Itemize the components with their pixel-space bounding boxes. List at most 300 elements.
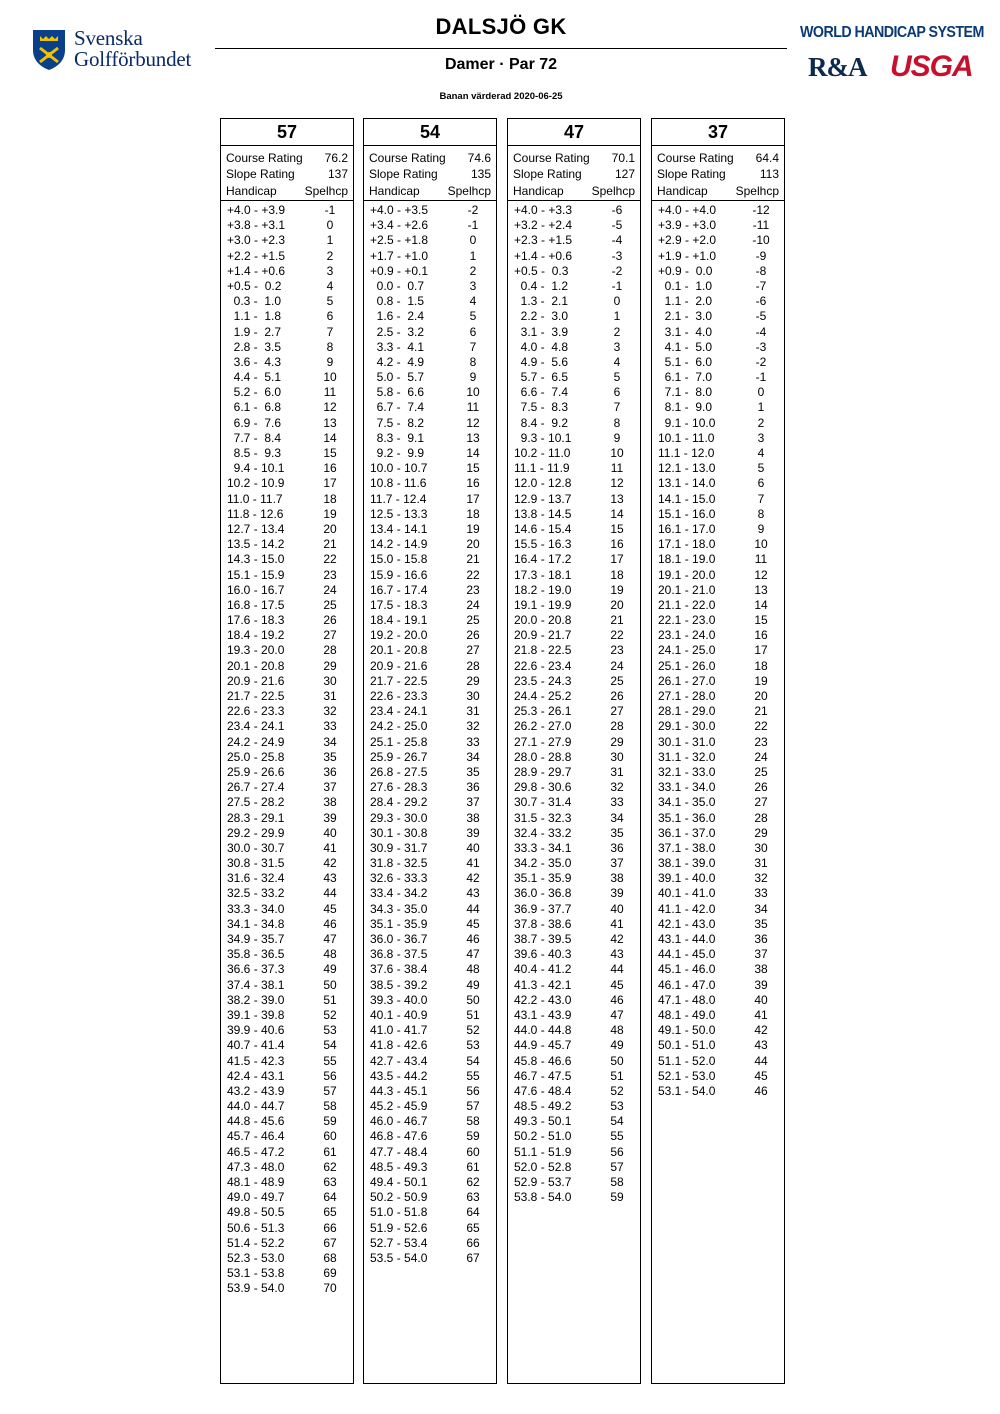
handicap-range: 15.1 - 16.0 [658, 506, 716, 521]
playing-handicap: 58 [323, 1099, 337, 1114]
table-row [370, 1129, 496, 1144]
table-row [514, 355, 640, 370]
playing-handicap: 39 [754, 977, 768, 992]
table-row [370, 1221, 496, 1236]
playing-handicap: 52 [466, 1023, 480, 1038]
playing-handicap: 50 [610, 1053, 624, 1068]
handicap-rows [508, 201, 640, 1205]
table-row [227, 993, 353, 1008]
playing-handicap: 41 [754, 1007, 768, 1022]
table-row [658, 1069, 784, 1084]
playing-handicap: 4 [757, 446, 765, 460]
playing-handicap: 66 [466, 1235, 480, 1250]
playing-handicap: 33 [754, 886, 768, 901]
playing-handicap: 7 [469, 339, 477, 354]
handicap-range: 39.6 - 40.3 [514, 947, 572, 962]
handicap-range: 24.1 - 25.0 [658, 643, 716, 658]
playing-handicap: 19 [466, 521, 480, 536]
playing-handicap: 38 [610, 871, 624, 886]
slope-rating-value: 135 [470, 166, 491, 181]
handicap-range: 30.1 - 30.8 [370, 825, 428, 840]
handicap-range: 3.1 - 4.0 [658, 324, 713, 339]
handicap-range: 24.2 - 25.0 [370, 719, 428, 734]
handicap-range: 44.3 - 45.1 [370, 1083, 428, 1098]
table-row [370, 1069, 496, 1084]
handicap-range: 45.8 - 46.6 [514, 1053, 572, 1068]
table-row [658, 218, 784, 233]
table-row [658, 537, 784, 552]
table-row [370, 1099, 496, 1114]
handicap-range: 7.7 - 8.4 [227, 430, 282, 445]
table-row [514, 659, 640, 674]
table-row [514, 643, 640, 658]
playing-handicap: 6 [757, 476, 765, 491]
table-row [658, 886, 784, 901]
handicap-range: 44.8 - 45.6 [227, 1114, 285, 1129]
playing-handicap: 66 [323, 1220, 337, 1235]
playing-handicap: 38 [323, 795, 337, 810]
handicap-range: 1.3 - 2.1 [514, 294, 569, 309]
table-row [514, 811, 640, 826]
handicap-range: 10.2 - 10.9 [227, 476, 285, 491]
playing-handicap: 5 [757, 461, 765, 476]
table-row [370, 325, 496, 340]
table-row [658, 476, 784, 491]
course-rating-label: Course Rating [226, 151, 303, 165]
handicap-range: 28.1 - 29.0 [658, 704, 716, 719]
handicap-range: 25.3 - 26.1 [514, 704, 572, 719]
table-row [658, 416, 784, 431]
table-row [514, 1114, 640, 1129]
playing-handicap: 6 [326, 309, 334, 324]
handicap-range: 34.1 - 34.8 [227, 916, 285, 931]
handicap-range: 22.1 - 23.0 [658, 613, 716, 628]
table-row [514, 446, 640, 461]
playing-handicap: 30 [610, 749, 624, 764]
playing-handicap: 61 [323, 1144, 337, 1159]
table-row [227, 264, 353, 279]
playing-handicap: 26 [610, 689, 624, 703]
handicap-range: 2.5 - 3.2 [370, 324, 425, 339]
handicap-range: 37.8 - 38.6 [514, 916, 572, 931]
table-row [370, 735, 496, 750]
table-row [227, 492, 353, 507]
handicap-range: 6.1 - 7.0 [658, 370, 713, 385]
playing-handicap: 18 [323, 491, 337, 506]
playing-handicap: 10 [754, 537, 768, 552]
handicap-range: 31.5 - 32.3 [514, 810, 572, 825]
table-row [227, 598, 353, 613]
playing-handicap: 35 [754, 916, 768, 931]
handicap-range: +1.4 - +0.6 [514, 248, 573, 263]
playing-handicap: 47 [610, 1007, 624, 1022]
handicap-range: +1.7 - +1.0 [370, 248, 429, 263]
handicap-range: 6.6 - 7.4 [514, 385, 569, 400]
handicap-range: 49.3 - 50.1 [514, 1114, 572, 1129]
handicap-rows [652, 201, 784, 1099]
table-row [514, 598, 640, 613]
playing-handicap: 32 [754, 871, 768, 886]
playing-handicap: 36 [466, 780, 480, 795]
title-divider [215, 48, 787, 49]
table-row [370, 765, 496, 780]
table-row [514, 978, 640, 993]
table-row [514, 674, 640, 689]
handicap-range: 35.8 - 36.5 [227, 947, 285, 962]
handicap-range: 33.3 - 34.0 [227, 901, 285, 916]
handicap-range: 43.5 - 44.2 [370, 1068, 428, 1083]
handicap-range: +0.9 - +0.1 [370, 263, 429, 278]
handicap-range: 6.9 - 7.6 [227, 415, 282, 430]
table-row [658, 431, 784, 446]
table-row [514, 370, 640, 385]
table-row [658, 613, 784, 628]
table-row [370, 689, 496, 704]
course-rating-value: 76.2 [324, 151, 348, 165]
table-row [514, 400, 640, 415]
table-row [658, 294, 784, 309]
handicap-range: 13.8 - 14.5 [514, 506, 572, 521]
handicap-range: 9.4 - 10.1 [227, 461, 285, 476]
playing-handicap: 31 [754, 856, 768, 871]
table-row [658, 932, 784, 947]
course-rating-value: 74.6 [467, 151, 491, 165]
handicap-range: 20.1 - 21.0 [658, 582, 716, 597]
playing-handicap: 7 [326, 324, 334, 339]
handicap-range: 49.0 - 49.7 [227, 1190, 285, 1205]
table-row [227, 856, 353, 871]
handicap-range: 53.8 - 54.0 [514, 1190, 572, 1205]
playing-handicap: 34 [323, 734, 337, 749]
handicap-range: 53.1 - 53.8 [227, 1266, 285, 1281]
handicap-range: 39.9 - 40.6 [227, 1023, 285, 1038]
playing-handicap: 7 [757, 491, 765, 506]
slope-rating-label: Slope Rating [657, 166, 726, 181]
playing-handicap: 8 [469, 354, 477, 369]
playing-handicap: 6 [613, 385, 621, 400]
table-row [227, 659, 353, 674]
usga-logo [890, 50, 973, 84]
handicap-range: 51.9 - 52.6 [370, 1220, 428, 1235]
table-row [514, 279, 640, 294]
table-row [514, 249, 640, 264]
table-row [514, 522, 640, 537]
table-row [370, 294, 496, 309]
handicap-range: 2.2 - 3.0 [514, 309, 569, 324]
playing-handicap: -6 [611, 203, 623, 217]
handicap-range: 24.2 - 24.9 [227, 734, 285, 749]
handicap-range: 4.4 - 5.1 [227, 370, 282, 385]
table-row [227, 583, 353, 598]
table-row [227, 643, 353, 658]
playing-handicap: 4 [326, 278, 334, 293]
table-row [370, 795, 496, 810]
table-row [514, 416, 640, 431]
table-row [227, 249, 353, 264]
playing-handicap: 18 [466, 506, 480, 521]
table-row [514, 507, 640, 522]
table-row [370, 704, 496, 719]
playing-handicap: 46 [466, 932, 480, 946]
playing-handicap: 17 [754, 643, 768, 658]
table-row [370, 750, 496, 765]
playing-handicap: 16 [610, 537, 624, 552]
handicap-range: +3.2 - +2.4 [514, 218, 573, 233]
playing-handicap: 44 [754, 1053, 768, 1068]
playing-handicap: 24 [754, 749, 768, 764]
handicap-range: 4.1 - 5.0 [658, 339, 713, 354]
handicap-range: +2.3 - +1.5 [514, 233, 573, 248]
table-row [514, 264, 640, 279]
handicap-range: 1.9 - 2.7 [227, 324, 282, 339]
handicap-range: 26.2 - 27.0 [514, 719, 572, 734]
handicap-range: 1.1 - 2.0 [658, 294, 713, 309]
handicap-range: +3.4 - +2.6 [370, 218, 429, 233]
playing-handicap: 45 [610, 977, 624, 992]
table-row [227, 233, 353, 248]
table-row [514, 765, 640, 780]
playing-handicap: 53 [466, 1038, 480, 1053]
handicap-range: 22.6 - 23.4 [514, 658, 572, 673]
playing-handicap: 47 [323, 932, 337, 946]
handicap-range: 16.8 - 17.5 [227, 597, 285, 612]
table-row [227, 962, 353, 977]
handicap-range: 31.8 - 32.5 [370, 856, 428, 871]
playing-handicap: 51 [466, 1007, 480, 1022]
slope-rating-label: Slope Rating [226, 166, 295, 181]
playing-handicap: -3 [611, 248, 623, 263]
playing-handicap: 41 [610, 916, 624, 931]
handicap-range: 40.7 - 41.4 [227, 1038, 285, 1053]
playing-handicap: 43 [323, 871, 337, 886]
table-row [514, 1023, 640, 1038]
playing-handicap: 29 [754, 825, 768, 840]
handicap-range: 40.1 - 41.0 [658, 886, 716, 901]
handicap-range: 23.4 - 24.1 [370, 704, 428, 719]
playing-handicap: 28 [610, 719, 624, 734]
playing-handicap: 39 [466, 825, 480, 840]
handicap-range: 45.7 - 46.4 [227, 1129, 285, 1144]
table-row [227, 902, 353, 917]
table-row [227, 780, 353, 795]
playing-handicap: 1 [326, 233, 334, 248]
handicap-header: Handicap [226, 184, 277, 198]
table-row [370, 309, 496, 324]
table-row [227, 1236, 353, 1251]
table-row [227, 841, 353, 856]
table-row [658, 355, 784, 370]
playing-handicap: 10 [610, 446, 624, 460]
playing-handicap: 44 [466, 901, 480, 916]
table-row [370, 385, 496, 400]
playing-handicap: 67 [466, 1250, 480, 1265]
playing-handicap: 22 [466, 567, 480, 582]
playing-handicap: 15 [466, 461, 480, 476]
playing-handicap: 56 [466, 1083, 480, 1098]
playing-handicap: 35 [323, 749, 337, 764]
table-row [370, 431, 496, 446]
playing-handicap: 40 [323, 825, 337, 840]
playing-handicap: 24 [323, 582, 337, 597]
playing-handicap: 60 [323, 1129, 337, 1144]
tee-number: 54 [364, 119, 496, 146]
handicap-range: 0.8 - 1.5 [370, 294, 425, 309]
rating-date: Banan värderad 2020-06-25 [439, 91, 563, 102]
playing-handicap: 40 [610, 901, 624, 916]
playing-handicap: 3 [326, 263, 334, 278]
playing-handicap: 44 [323, 886, 337, 901]
playing-handicap: 29 [610, 734, 624, 749]
table-row [370, 719, 496, 734]
playing-handicap: 65 [323, 1205, 337, 1220]
playing-handicap: 28 [466, 658, 480, 673]
playing-handicap: -1 [324, 203, 336, 217]
handicap-range: 28.0 - 28.8 [514, 749, 572, 764]
slope-rating-value: 137 [327, 166, 348, 181]
table-row [370, 1160, 496, 1175]
playing-handicap: 49 [610, 1038, 624, 1053]
playing-handicap: 56 [323, 1068, 337, 1083]
playing-handicap: 36 [754, 932, 768, 946]
handicap-range: 16.7 - 17.4 [370, 582, 428, 597]
playing-handicap: 11 [754, 552, 768, 567]
handicap-range: 52.1 - 53.0 [658, 1068, 716, 1083]
handicap-range: 48.1 - 48.9 [227, 1175, 285, 1189]
table-row [514, 689, 640, 704]
handicap-range: 46.5 - 47.2 [227, 1144, 285, 1159]
handicap-range: 18.4 - 19.2 [227, 628, 285, 643]
playing-handicap: -2 [611, 263, 623, 278]
table-row [514, 1099, 640, 1114]
table-row [658, 871, 784, 886]
playing-handicap: 54 [610, 1114, 624, 1129]
playing-handicap: 24 [466, 597, 480, 612]
playing-handicap: 11 [466, 400, 480, 415]
handicap-range: 19.2 - 20.0 [370, 628, 428, 643]
playing-handicap: 34 [466, 749, 480, 764]
usga-text: USGA [890, 50, 973, 83]
handicap-range: 52.3 - 53.0 [227, 1250, 285, 1265]
table-row [227, 1205, 353, 1220]
handicap-range: 25.1 - 25.8 [370, 734, 428, 749]
table-row [658, 719, 784, 734]
handicap-range: 30.0 - 30.7 [227, 840, 285, 855]
table-row [227, 1069, 353, 1084]
handicap-range: 45.1 - 46.0 [658, 962, 716, 977]
handicap-range: 33.4 - 34.2 [370, 886, 428, 901]
table-row [514, 1069, 640, 1084]
playing-handicap: 8 [613, 415, 621, 430]
playing-handicap: 70 [323, 1281, 337, 1296]
handicap-range: 1.6 - 2.4 [370, 309, 425, 324]
table-row [658, 735, 784, 750]
handicap-range: 18.2 - 19.0 [514, 582, 572, 597]
table-row [514, 1190, 640, 1205]
handicap-range: 42.2 - 43.0 [514, 992, 572, 1007]
playing-handicap: 25 [754, 764, 768, 779]
handicap-range: 50.2 - 50.9 [370, 1190, 428, 1205]
playing-handicap: 54 [466, 1053, 480, 1068]
table-row [514, 628, 640, 643]
table-row [658, 583, 784, 598]
handicap-range: 18.1 - 19.0 [658, 552, 716, 567]
handicap-range: 31.1 - 32.0 [658, 749, 716, 764]
playing-handicap: 51 [323, 992, 337, 1007]
table-row [514, 826, 640, 841]
spelhcp-header: Spelhcp [304, 184, 348, 198]
playing-handicap: 35 [610, 825, 624, 840]
handicap-range: +2.5 - +1.8 [370, 233, 429, 248]
table-row [227, 1251, 353, 1266]
table-row [370, 1008, 496, 1023]
table-row [658, 492, 784, 507]
table-row [370, 1038, 496, 1053]
handicap-range: 38.2 - 39.0 [227, 992, 285, 1007]
playing-handicap: 21 [323, 537, 337, 552]
playing-handicap: 36 [323, 764, 337, 779]
playing-handicap: 17 [466, 491, 480, 506]
table-row [227, 1145, 353, 1160]
table-row [227, 826, 353, 841]
playing-handicap: 16 [754, 628, 768, 643]
table-row [227, 431, 353, 446]
course-rating-value: 64.4 [755, 151, 779, 165]
handicap-range: 46.8 - 47.6 [370, 1129, 428, 1144]
table-row [370, 871, 496, 886]
handicap-range: 38.5 - 39.2 [370, 977, 428, 992]
playing-handicap: 49 [323, 962, 337, 977]
handicap-range: 27.5 - 28.2 [227, 795, 285, 810]
playing-handicap: 25 [466, 613, 480, 628]
playing-handicap: 42 [323, 856, 337, 871]
handicap-range: 26.7 - 27.4 [227, 780, 285, 795]
rating-info [652, 146, 784, 182]
table-header [652, 183, 784, 201]
handicap-range: 48.1 - 49.0 [658, 1007, 716, 1022]
handicap-range: 15.0 - 15.8 [370, 552, 428, 567]
table-row [658, 507, 784, 522]
table-row [227, 507, 353, 522]
playing-handicap: 67 [323, 1235, 337, 1250]
handicap-range: 2.1 - 3.0 [658, 309, 713, 324]
handicap-range: 4.9 - 5.6 [514, 354, 569, 369]
playing-handicap: 38 [754, 962, 768, 977]
course-rating-value: 70.1 [611, 151, 635, 165]
tee-number: 37 [652, 119, 784, 146]
handicap-range: 43.1 - 44.0 [658, 932, 716, 946]
table-row [227, 719, 353, 734]
handicap-range: 12.0 - 12.8 [514, 476, 572, 491]
handicap-range: 50.1 - 51.0 [658, 1038, 716, 1053]
playing-handicap: 55 [323, 1053, 337, 1068]
handicap-range: 14.2 - 14.9 [370, 537, 428, 552]
table-row [514, 1175, 640, 1190]
playing-handicap: 22 [610, 628, 624, 643]
handicap-range: 23.1 - 24.0 [658, 628, 716, 643]
playing-handicap: 2 [469, 263, 477, 278]
handicap-range: 27.1 - 27.9 [514, 734, 572, 749]
playing-handicap: 7 [613, 400, 621, 415]
playing-handicap: 15 [754, 613, 768, 628]
handicap-range: +0.5 - 0.2 [227, 278, 282, 293]
playing-handicap: 13 [466, 430, 480, 445]
handicap-range: 49.8 - 50.5 [227, 1205, 285, 1220]
playing-handicap: 9 [757, 521, 765, 536]
table-row [370, 233, 496, 248]
course-rating-label: Course Rating [513, 151, 590, 165]
handicap-range: 36.6 - 37.3 [227, 962, 285, 977]
table-row [514, 431, 640, 446]
